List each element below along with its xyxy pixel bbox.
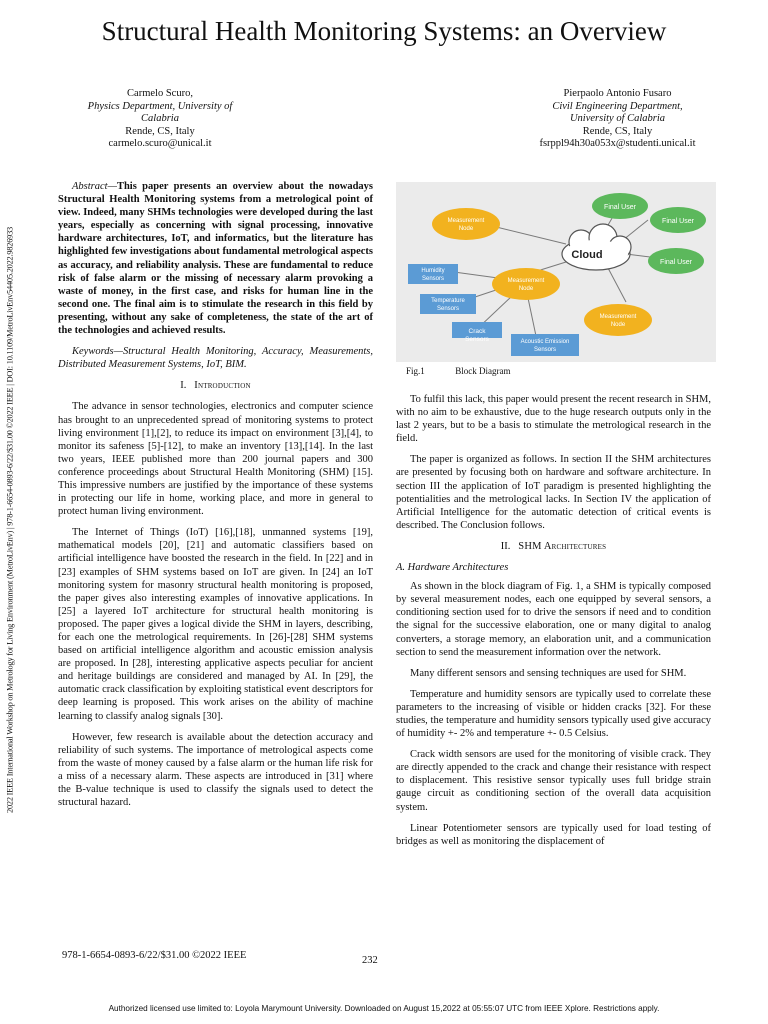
section-heading-1: I. Introduction [180, 380, 251, 392]
block-diagram [396, 182, 716, 362]
final-user-label: Final User [604, 204, 636, 211]
author-name: Pierpaolo Antonio Fusaro [563, 88, 672, 99]
body-paragraph: However, few research is available about the detection accuracy and reliability of such systems. The importance of metrological aspects come from the waste of money caused by a false alarm or the human life risk for a miss of a necessary alarm. These aspects are introduced in [31] where the B-value technique is used to classify the signals used to detect the structural hazard. [58, 731, 373, 809]
abstract-label: Abstract [72, 181, 108, 192]
doi-sidebar [2, 150, 18, 890]
author-block-1 [60, 88, 260, 151]
final-user-label: Final User [660, 259, 692, 266]
author-affiliation-2: University of Calabria [569, 113, 666, 125]
body-paragraph: Temperature and humidity sensors are typically used to correlate these parameters to the increasing of visible or hidden cracks [32]. For these studies, the temperature and humidity sensors typically used give accuracy of humidity +- 2% and temperature +- 0.5 Celsius. [396, 688, 711, 740]
sensor-label: Humidity Sensors [421, 268, 445, 282]
page-number: 232 [362, 955, 378, 966]
author-email: carmelo.scuro@unical.it [108, 138, 212, 150]
measurement-node-label: Measurement Node [599, 314, 637, 328]
keywords-text: Structural Health Monitoring, Accuracy, Measurements, Distributed Measurement Systems, IoT, BIM. [58, 346, 373, 371]
section-heading-2: II. SHM Architectures [500, 540, 607, 552]
body-paragraph: The Internet of Things (IoT) [16],[18], unmanned systems [19], mathematical models [20], [21] and automatic classifiers based on artificial intelligence have boosted the research in the field. In [22] and in [23] examples of SHM systems based on IoT are given. In [24] an IoT monitoring system for masonry structural health monitoring is proposed, the paper gives also interesting examples of innovative applications. In [25] a layered IoT architecture for structural health monitoring is proposed. The paper gives a logical divide the SHM in layers, describing, for each one the metrological requirements. In [26]-[28] SHM systems based on artificial intelligence algorithm and acoustic emission analysis are proposed. In [28], interesting applicative aspects peculiar for ancient and heritage buildings are considered and managed by AI. In [29], the automatic crack classification by exploiting statistical event descriptors for deep learning is proposed. This work arises on the ability of machine learning to classify analog signals [30]. [58, 527, 373, 722]
right-column [396, 393, 711, 856]
figure-caption-text: Block Diagram [455, 366, 511, 376]
keywords-label: Keywords— [72, 346, 123, 358]
author-email: fsrppl94h30a053x@studenti.unical.it [539, 138, 696, 150]
figure-caption-number: Fig.1 [406, 366, 425, 376]
subsection-heading: A. Hardware Architectures [396, 562, 509, 574]
left-column [58, 180, 373, 817]
author-city: Rende, CS, Italy [125, 125, 195, 137]
author-affiliation-2: Calabria [141, 113, 179, 125]
abstract: Abstract—This paper presents an overview about the nowadays Structural Health Monitoring systems from a metrological point of view. Indeed, many SHMs technologies were developed during the last years, especially as concerning with signal processing, innovative hardware architectures, IoT, and informatics, but the literature has highlighted few investigations about fundamental metrological aspects as accuracy, and reliability analysis. These are fundamental to reduce risk of false alarm or the missing of necessary alarm provoking a waste of money, in the first case, and risks for human line in the second one. The final aim is to stimulate the research in this field by presenting, without any sake of completeness, the state of the art of the technologies and achieved results. [58, 181, 373, 337]
cloud-label: Cloud [571, 249, 603, 261]
body-paragraph: Linear Potentiometer sensors are typically used for load testing of bridges as well as monitoring the displacement of [396, 822, 711, 847]
body-paragraph: As shown in the block diagram of Fig. 1, a SHM is typically composed by several measurement nodes, each one equipped by several sensors, a conditioning section used for to drive the sensors if need and to condition the signal for the successive elaboration, one or many digital to analog converters, a storage memory, an elaboration unit, and a communication section to send the measurement information over the network. [396, 581, 711, 658]
body-paragraph: The paper is organized as follows. In section II the SHM architectures are presented by focusing both on hardware and software architecture. In section III the application of IoT paradigm is presented highlighting the potentialities and the metrological lacks. In Section IV the application of Artificial Intelligence for the automatic detection of critical events is described. The Conclusion follows. [396, 454, 711, 531]
figure-1 [396, 182, 716, 362]
author-city: Rende, CS, Italy [582, 125, 653, 137]
license-footer: Authorized licensed use limited to: Loyola Marymount University. Downloaded on August 15,2022 at 05:55:07 UTC from IEEE Xplore. Restrictions apply. [108, 1004, 660, 1013]
body-paragraph: The advance in sensor technologies, electronics and computer science has brought to an unprecedented spread of monitoring systems to protect living environment [1],[2], to reduce its impact on environment [3],[4], to monitor its safeness [5]-[12], to make an inventory [13],[14]. In the last two years, IEEE published more than 200 journal papers and 300 conference proceedings about Structural Health Monitoring (SHM) [15]. This impressive numbers are justified by the importance of these systems in protecting our life in home, working place, and more in general to protect human living environment. [58, 401, 373, 518]
measurement-node-label: Measurement Node [447, 218, 485, 232]
sensor-label: Acoustic Emission Sensors [520, 339, 570, 353]
author-block-2 [505, 88, 730, 151]
author-affiliation: Physics Department, University of [87, 100, 233, 112]
abstract-text: This paper presents an overview about the nowadays Structural Health Monitoring systems from a metrological point of view. Indeed, many SHMs technologies were developed during the last years, especially as concerning with signal processing, innovative hardware architectures, IoT, and informatics, but the literature has highlighted few investigations about fundamental metrological aspects as accuracy, and reliability analysis. These are fundamental to reduce risk of false alarm or the missing of necessary alarm provoking a waste of money, in the first case, and risks for human line in the second one. The final aim is to stimulate the research in this field by presenting, without any sake of completeness, the state of the art of the technologies and achieved results. [58, 181, 373, 337]
isbn-footer: 978-1-6654-0893-6/22/$31.00 ©2022 IEEE [62, 950, 247, 961]
sensor-label: Temperature Sensors [431, 298, 465, 312]
body-paragraph: To fulfil this lack, this paper would present the recent research in SHM, with no aim to be exhaustive, due to the huge research outputs only in the last 2 years, but to be a basis to stimulate the metrological research in the field. [396, 394, 711, 445]
author-name: Carmelo Scuro, [127, 88, 193, 99]
keywords [58, 345, 373, 371]
doi-sidebar-text: 2022 IEEE International Workshop on Metrology for Living Environment (MetroLivEnv) | 978-1-6654-0893-6/22/$31.00 ©2022 IEEE | DOI: 10.1109/MetroLivEnv54405.2022.9826933 [5, 226, 15, 814]
measurement-node-label: Measurement Node [507, 278, 545, 292]
body-paragraph: Crack width sensors are used for the monitoring of visible crack. They are directly appended to the crack and change their resistance with respect to displacement. This resistive sensor typically uses full bridge strain gauge circuit as conditioning section of the overall data acquisition system. [396, 749, 711, 813]
body-paragraph: Many different sensors and sensing techniques are used for SHM. [410, 667, 687, 679]
figure-caption [406, 366, 511, 376]
paper-title: Structural Health Monitoring Systems: an Overview [101, 16, 667, 46]
author-affiliation: Civil Engineering Department, [552, 100, 683, 112]
final-user-label: Final User [662, 218, 694, 225]
sensor-label: Crack Sensors [465, 328, 489, 343]
